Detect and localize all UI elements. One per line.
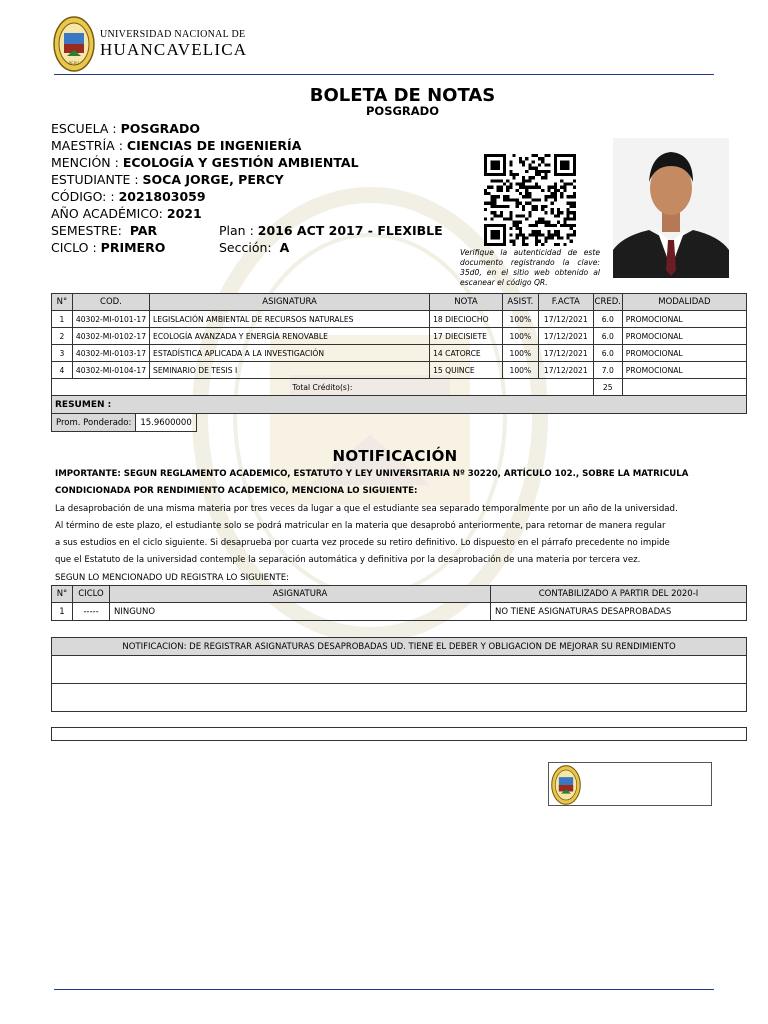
mencion-value: ECOLOGÍA Y GESTIÓN AMBIENTAL xyxy=(122,155,359,170)
qr-code-icon xyxy=(481,154,579,246)
cell-ciclo: ----- xyxy=(73,603,110,621)
cell-asist: 100% xyxy=(502,362,538,379)
document-title: BOLETA DE NOTAS xyxy=(309,85,496,106)
table-row xyxy=(52,362,747,379)
semestre-label: SEMESTRE: xyxy=(51,223,122,238)
disapproved-subjects-table xyxy=(51,585,747,621)
escuela-value: POSGRADO xyxy=(120,121,200,136)
col-header-n: N° xyxy=(52,294,73,311)
escuela-row xyxy=(51,120,359,137)
weighted-average-value: 15.9600000 xyxy=(136,414,196,432)
notice-blank-cell xyxy=(52,656,747,684)
seccion-row xyxy=(219,239,443,256)
cell-cred: 6.0 xyxy=(593,345,622,362)
notice-blank-cell xyxy=(52,684,747,712)
codigo-label: CÓDIGO: : xyxy=(51,189,115,204)
cell-n: 2 xyxy=(52,328,73,345)
university-name-line2: HUANCAVELICA xyxy=(100,40,248,59)
resumen-row xyxy=(52,396,747,414)
col-header-modalidad: MODALIDAD xyxy=(622,294,746,311)
cell-modalidad: PROMOCIONAL xyxy=(622,345,746,362)
ciclo-label: CICLO : xyxy=(51,240,97,255)
notification-important-line1: IMPORTANTE: SEGUN REGLAMENTO ACADEMICO, ESTATUTO Y LEY UNIVERSITARIA Nº 30220, ARTÍCULO 102., SOBRE LA MATRICULA xyxy=(55,469,689,479)
cell-cred: 6.0 xyxy=(593,311,622,328)
maestria-row xyxy=(51,137,359,154)
total-credits-value: 25 xyxy=(593,379,622,396)
cell-asist: 100% xyxy=(502,311,538,328)
cell-facta: 17/12/2021 xyxy=(538,311,593,328)
student-photo xyxy=(613,138,729,278)
cell-asist: 100% xyxy=(502,328,538,345)
escuela-label: ESCUELA : xyxy=(51,121,117,136)
plan-label: Plan : xyxy=(219,223,254,238)
disapproved-header-row xyxy=(52,586,747,603)
table-row xyxy=(52,603,747,621)
mencion-row xyxy=(51,154,359,171)
cell-nota: 18 DIECIOCHO xyxy=(430,311,503,328)
total-credits-blank xyxy=(622,379,746,396)
maestria-value: CIENCIAS DE INGENIERÍA xyxy=(126,138,302,153)
maestria-label: MAESTRÍA : xyxy=(51,138,123,153)
cell-nota: 15 QUINCE xyxy=(430,362,503,379)
cell-asignatura: ECOLOGÍA AVANZADA Y ENERGÍA RENOVABLE xyxy=(150,328,430,345)
cell-facta: 17/12/2021 xyxy=(538,328,593,345)
notification-line5: SEGUN LO MENCIONADO UD REGISTRA LO SIGUIENTE: xyxy=(55,572,290,583)
weighted-average-table xyxy=(51,413,197,432)
svg-text:PERÚ: PERÚ xyxy=(68,61,80,66)
seccion-label: Sección: xyxy=(219,240,272,255)
col-header-asist: ASIST. xyxy=(502,294,538,311)
table-row xyxy=(52,345,747,362)
cell-n: 3 xyxy=(52,345,73,362)
cell-facta: 17/12/2021 xyxy=(538,345,593,362)
notification-line1: La desaprobación de una misma materia por tres veces da lugar a que el estudiante sea separado temporalmente por un año de la universidad. xyxy=(55,503,678,514)
cell-n: 1 xyxy=(52,603,73,621)
table-row xyxy=(52,311,747,328)
cell-cod: 40302-MI-0102-17 xyxy=(72,328,149,345)
notification-title: NOTIFICACIÓN xyxy=(332,447,458,465)
header-divider xyxy=(54,74,714,75)
weighted-average-row xyxy=(52,414,197,432)
cell-n: 1 xyxy=(52,311,73,328)
anio-label: AÑO ACADÉMICO: xyxy=(51,206,163,221)
cell-cod: 40302-MI-0103-17 xyxy=(72,345,149,362)
weighted-average-label: Prom. Ponderado: xyxy=(52,414,136,432)
cell-asignatura: SEMINARIO DE TESIS I xyxy=(150,362,430,379)
seccion-value: A xyxy=(279,240,290,255)
cell-facta: 17/12/2021 xyxy=(538,362,593,379)
empty-box xyxy=(51,727,747,741)
cell-cod: 40302-MI-0104-17 xyxy=(72,362,149,379)
document-subtitle: POSGRADO xyxy=(365,104,439,118)
cell-cod: 40302-MI-0101-17 xyxy=(72,311,149,328)
university-seal-icon xyxy=(53,16,95,72)
grades-table xyxy=(51,293,747,414)
notice-blank-row xyxy=(52,684,747,712)
plan-row xyxy=(219,222,443,239)
col-header-n: N° xyxy=(52,586,73,603)
col-header-contabilizado: CONTABILIZADO A PARTIR DEL 2020-I xyxy=(491,586,747,603)
col-header-nota: NOTA xyxy=(430,294,503,311)
notification-line3: a sus estudios en el ciclo siguiente. Si desaprueba por cuarta vez procede su retiro definitivo. Lo dispuesto en el párrafo precedente no impide xyxy=(55,538,670,549)
codigo-value: 2021803059 xyxy=(118,189,206,204)
estudiante-row xyxy=(51,171,359,188)
notification-line4: que el Estatuto de la universidad contemple la separación automática y definitiva por la desaprobación de una materia por tercera vez. xyxy=(55,555,641,566)
cell-asignatura: LEGISLACIÓN AMBIENTAL DE RECURSOS NATURALES xyxy=(150,311,430,328)
resumen-label: RESUMEN : xyxy=(52,396,747,414)
mencion-label: MENCIÓN : xyxy=(51,155,119,170)
cell-modalidad: PROMOCIONAL xyxy=(622,311,746,328)
plan-value: 2016 ACT 2017 - FLEXIBLE xyxy=(257,223,443,238)
col-header-asignatura: ASIGNATURA xyxy=(110,586,491,603)
col-header-cod: COD. xyxy=(72,294,149,311)
cell-asist: 100% xyxy=(502,345,538,362)
signature-stamp-box xyxy=(548,762,712,806)
col-header-asignatura: ASIGNATURA xyxy=(150,294,430,311)
col-header-cred: CRED. xyxy=(593,294,622,311)
cell-asignatura: NINGUNO xyxy=(110,603,491,621)
total-credits-row xyxy=(52,379,747,396)
semestre-value: PAR xyxy=(129,223,158,238)
notice-header-row xyxy=(52,638,747,656)
cell-modalidad: PROMOCIONAL xyxy=(622,362,746,379)
col-header-facta: F.ACTA xyxy=(538,294,593,311)
cell-asignatura: ESTADÍSTICA APLICADA A LA INVESTIGACIÓN xyxy=(150,345,430,362)
notice-blank-row xyxy=(52,656,747,684)
cell-cred: 6.0 xyxy=(593,328,622,345)
cell-contabilizado: NO TIENE ASIGNATURAS DESAPROBADAS xyxy=(491,603,747,621)
codigo-row xyxy=(51,188,359,205)
cell-n: 4 xyxy=(52,362,73,379)
estudiante-label: ESTUDIANTE : xyxy=(51,172,139,187)
col-header-ciclo: CICLO xyxy=(73,586,110,603)
table-row xyxy=(52,328,747,345)
university-name xyxy=(100,30,247,58)
anio-value: 2021 xyxy=(166,206,202,221)
footer-divider xyxy=(54,989,714,990)
qr-verification-note: Verifique la autenticidad de este documento registrando la clave: 35d0, en el sitio web obtenido al escanear el código QR. xyxy=(460,248,600,287)
plan-section xyxy=(219,222,443,256)
anio-row xyxy=(51,205,359,222)
notification-body xyxy=(55,466,745,587)
cell-modalidad: PROMOCIONAL xyxy=(622,328,746,345)
notification-line2: Al término de este plazo, el estudiante solo se podrá matricular en la materia que desaprobó anteriormente, para retornar de manera regular xyxy=(55,520,666,531)
grades-header-row xyxy=(52,294,747,311)
cell-nota: 14 CATORCE xyxy=(430,345,503,362)
notice-header: NOTIFICACION: DE REGISTRAR ASIGNATURAS DESAPROBADAS UD. TIENE EL DEBER Y OBLIGACION DE MEJORAR SU RENDIMIENTO xyxy=(52,638,747,656)
estudiante-value: SOCA JORGE, PERCY xyxy=(142,172,284,187)
cell-nota: 17 DIECISIETE xyxy=(430,328,503,345)
university-name-line1: UNIVERSIDAD NACIONAL DE xyxy=(100,29,246,40)
cell-cred: 7.0 xyxy=(593,362,622,379)
university-seal-icon xyxy=(551,765,581,805)
ciclo-value: PRIMERO xyxy=(100,240,166,255)
notification-important-line2: CONDICIONADA POR RENDIMIENTO ACADEMICO, MENCIONA LO SIGUIENTE: xyxy=(55,486,418,497)
improvement-notice-table xyxy=(51,637,747,712)
total-credits-label: Total Crédito(s): xyxy=(52,379,594,396)
